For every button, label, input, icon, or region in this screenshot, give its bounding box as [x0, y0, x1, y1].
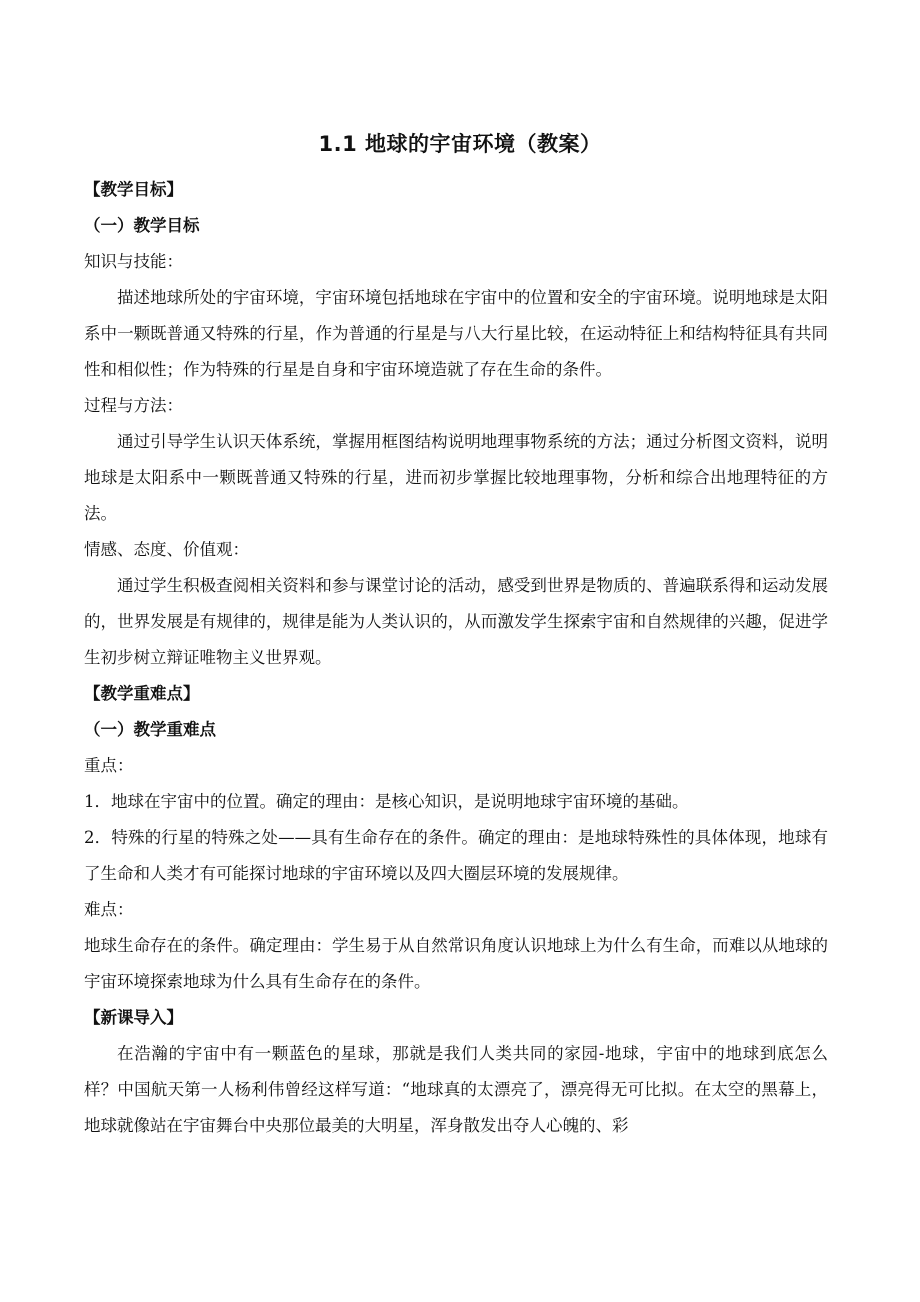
keypoints-subheading: （一）教学重难点: [84, 720, 216, 739]
difficulty-label: 难点：: [84, 900, 134, 919]
emotion-values-label: 情感、态度、价值观：: [84, 540, 249, 559]
intro-heading: 【新课导入】: [84, 1008, 183, 1027]
emotion-values-paragraph: 通过学生积极查阅相关资料和参与课堂讨论的活动，感受到世界是物质的、普遍联系得和运动发展的，世界发展是有规律的，规律是能为人类认识的，从而激发学生探索宇宙和自然规律的兴趣，促进学生初步树立辩证唯物主义世界观。: [84, 576, 828, 667]
focus-label: 重点：: [84, 756, 134, 775]
process-methods-label: 过程与方法：: [84, 396, 183, 415]
intro-paragraph: 在浩瀚的宇宙中有一颗蓝色的星球，那就是我们人类共同的家园-地球，宇宙中的地球到底怎么样？中国航天第一人杨利伟曾经这样写道：“地球真的太漂亮了，漂亮得无可比拟。在太空的黑幕上，地球就像站在宇宙舞台中央那位最美的大明星，浑身散发出夺人心魄的、彩: [84, 1044, 828, 1135]
process-methods-paragraph: 通过引导学生认识天体系统，掌握用框图结构说明地理事物系统的方法；通过分析图文资料，说明地球是太阳系中一颗既普通又特殊的行星，进而初步掌握比较地理事物，分析和综合出地理特征的方法。: [84, 432, 828, 523]
keypoints-heading: 【教学重难点】: [84, 684, 200, 703]
knowledge-skills-paragraph: 描述地球所处的宇宙环境，宇宙环境包括地球在宇宙中的位置和安全的宇宙环境。说明地球是太阳系中一颗既普通又特殊的行星，作为普通的行星是与八大行星比较，在运动特征上和结构特征具有共同性和相似性；作为特殊的行星是自身和宇宙环境造就了存在生命的条件。: [84, 288, 828, 379]
document-title: 1.1 地球的宇宙环境（教案）: [318, 132, 602, 156]
focus-item-2: 2．特殊的行星的特殊之处——具有生命存在的条件。确定的理由：是地球特殊性的具体体现，地球有了生命和人类才有可能探讨地球的宇宙环境以及四大圈层环境的发展规律。: [84, 828, 828, 883]
focus-item-1: 1．地球在宇宙中的位置。确定的理由：是核心知识，是说明地球宇宙环境的基础。: [84, 792, 689, 811]
objectives-subheading: （一）教学目标: [84, 216, 200, 235]
document-body: [84, 172, 828, 1144]
difficulty-paragraph: 地球生命存在的条件。确定理由：学生易于从自然常识角度认识地球上为什么有生命，而难以从地球的宇宙环境探索地球为什么具有生命存在的条件。: [84, 936, 828, 991]
objectives-heading: 【教学目标】: [84, 180, 183, 199]
knowledge-skills-label: 知识与技能：: [84, 252, 183, 271]
